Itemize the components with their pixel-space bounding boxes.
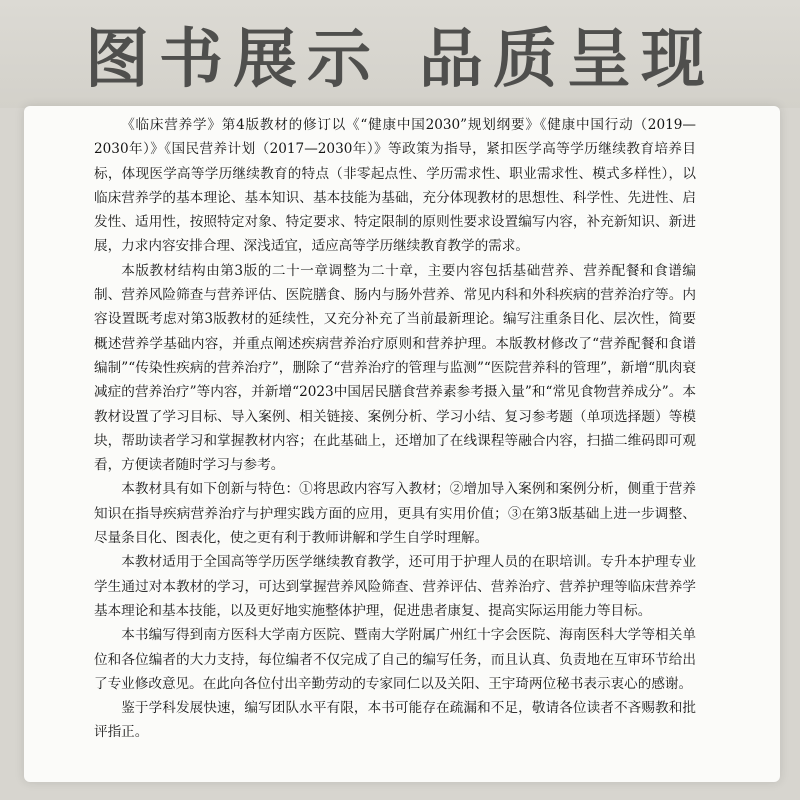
paragraph: 本教材适用于全国高等学历医学继续教育教学，还可用于护理人员的在职培训。专升本护理专业学生通过对本教材的学习，可达到掌握营养风险筛查、营养评估、营养治疗、营养护理等临床营养学基本理论和基本技能，以及更好地实施整体护理，促进患者康复、提高实际运用能力等目标。	[94, 554, 696, 619]
banner-title-left: 图书展示	[85, 23, 381, 97]
banner-title-right: 品质呈现	[419, 23, 715, 97]
paragraph: 《临床营养学》第4版教材的修订以《“健康中国2030”规划纲要》《健康中国行动（2019—2030年）》《国民营养计划（2017—2030年）》等政策为指导，紧扣医学高等学历继续教育培养目标，体现医学高等学历继续教育的特点（非零起点性、学历需求性、职业需求性、模式多样性），以临床营养学的基本理论、基本知识、基本技能为基础，充分体现教材的思想性、科学性、先进性、启发性、适用性，按照特定对象、特定要求、特定限制的原则性要求设置编写内容，补充新知识、新进展，力求内容安排合理、深浅适宜，适应高等学历继续教育教学的需求。	[94, 117, 696, 255]
paragraph: 本教材具有如下创新与特色：①将思政内容写入教材；②增加导入案例和案例分析，侧重于营养知识在指导疾病营养治疗与护理实践方面的应用，更具有实用价值；③在第3版基础上进一步调整、尽量条目化、图表化，使之更有利于教师讲解和学生自学时理解。	[94, 481, 696, 547]
paragraph: 鉴于学科发展快速，编写团队水平有限，本书可能存在疏漏和不足，敬请各位读者不吝赐教和批评指正。	[94, 700, 696, 741]
paragraph: 本书编写得到南方医科大学南方医院、暨南大学附属广州红十字会医院、海南医科大学等相关单位和各位编者的大力支持，每位编者不仅完成了自己的编写任务，而且认真、负责地在互审环节给出了专业修改意见。在此向各位付出辛勤劳动的专家同仁以及关阳、王宇琦两位秘书表示衷心的感谢。	[94, 627, 696, 692]
preface-text	[94, 113, 696, 745]
banner-title	[85, 8, 715, 100]
banner	[0, 0, 800, 108]
paragraph: 本版教材结构由第3版的二十一章调整为二十章，主要内容包括基础营养、营养配餐和食谱编制、营养风险筛查与营养评估、医院膳食、肠内与肠外营养、常见内科和外科疾病的营养治疗等。内容设置既考虑对第3版教材的延续性，又充分补充了当前最新理论。编写注重条目化、层次性，简要概述营养学基础内容，并重点阐述疾病营养治疗原则和营养护理。本版教材修改了“营养配餐和食谱编制”“传染性疾病的营养治疗”，删除了“营养治疗的管理与监测”“医院营养科的管理”，新增“肌肉衰减症的营养治疗”等内容，并新增“2023中国居民膳食营养素参考摄入量”和“常见食物营养成分”。本教材设置了学习目标、导入案例、相关链接、案例分析、学习小结、复习参考题（单项选择题）等模块，帮助读者学习和掌握教材内容；在此基础上，还增加了在线课程等融合内容，扫描二维码即可观看，方便读者随时学习与参考。	[94, 262, 696, 474]
